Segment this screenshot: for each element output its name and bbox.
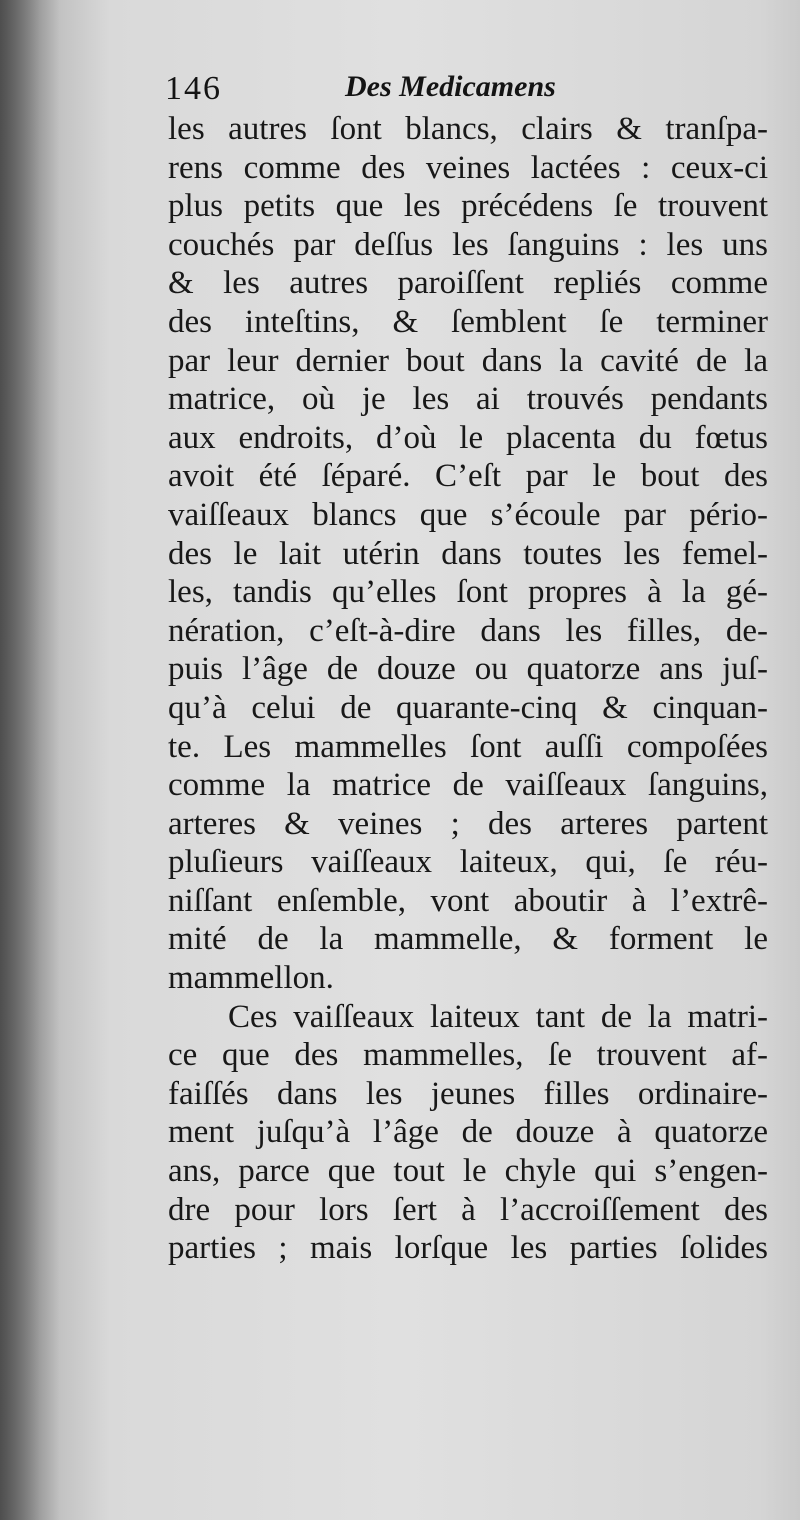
text-line: des le lait utérin dans toutes les femel-: [168, 535, 768, 572]
text-line: ment juſqu’à l’âge de douze à quatorze: [168, 1114, 768, 1151]
text-line: vaiſſeaux blancs que s’écoule par pério-: [168, 496, 768, 533]
text-line: pluſieurs vaiſſeaux laiteux, qui, ſe réu-: [168, 844, 768, 881]
text-line: avoit été ſéparé. C’eſt par le bout des: [168, 458, 768, 495]
body-text: [168, 110, 768, 1268]
text-line: rens comme des veines lactées : ceux-ci: [168, 149, 768, 186]
page-header: [165, 70, 765, 114]
text-line: matrice, où je les ai trouvés pendants: [168, 381, 768, 418]
text-line: ans, parce que tout le chyle qui s’engen-: [168, 1153, 768, 1190]
running-title: Des Medicamens: [345, 70, 556, 103]
text-line: faiſſés dans les jeunes filles ordinaire-: [168, 1075, 768, 1112]
text-line: des inteſtins, & ſemblent ſe terminer: [168, 303, 768, 340]
text-line: mité de la mammelle, & forment le: [168, 921, 768, 958]
text-line: puis l’âge de douze ou quatorze ans juſ-: [168, 651, 768, 688]
text-line: comme la matrice de vaiſſeaux ſanguins,: [168, 767, 768, 804]
text-line: par leur dernier bout dans la cavité de la: [168, 342, 768, 379]
text-line: arteres & veines ; des arteres partent: [168, 805, 768, 842]
page-number: 146: [165, 70, 222, 107]
text-line: aux endroits, d’où le placenta du fœtus: [168, 419, 768, 456]
text-line: te. Les mammelles ſont auſſi compoſées: [168, 728, 768, 765]
text-line: dre pour lors ſert à l’accroiſſement des: [168, 1191, 768, 1228]
text-line: ce que des mammelles, ſe trouvent af-: [168, 1037, 768, 1074]
text-line: les, tandis qu’elles ſont propres à la gé-: [168, 574, 768, 611]
text-line: niſſant enſemble, vont aboutir à l’extrê-: [168, 882, 768, 919]
text-line: Ces vaiſſeaux laiteux tant de la matri-: [228, 998, 768, 1035]
text-line: couchés par deſſus les ſanguins : les uns: [168, 226, 768, 263]
text-line: qu’à celui de quarante-cinq & cinquan-: [168, 689, 768, 726]
text-line: plus petits que les précédens ſe trouvent: [168, 188, 768, 225]
page-gutter-shadow: [0, 0, 60, 1520]
text-line: & les autres paroiſſent repliés comme: [168, 265, 768, 302]
text-line: mammellon.: [168, 960, 334, 997]
text-line: les autres ſont blancs, clairs & tranſpa-: [168, 111, 768, 147]
text-line: parties ; mais lorſque les parties ſolides: [168, 1230, 768, 1267]
text-line: nération, c’eſt-à-dire dans les filles, de-: [168, 612, 768, 649]
